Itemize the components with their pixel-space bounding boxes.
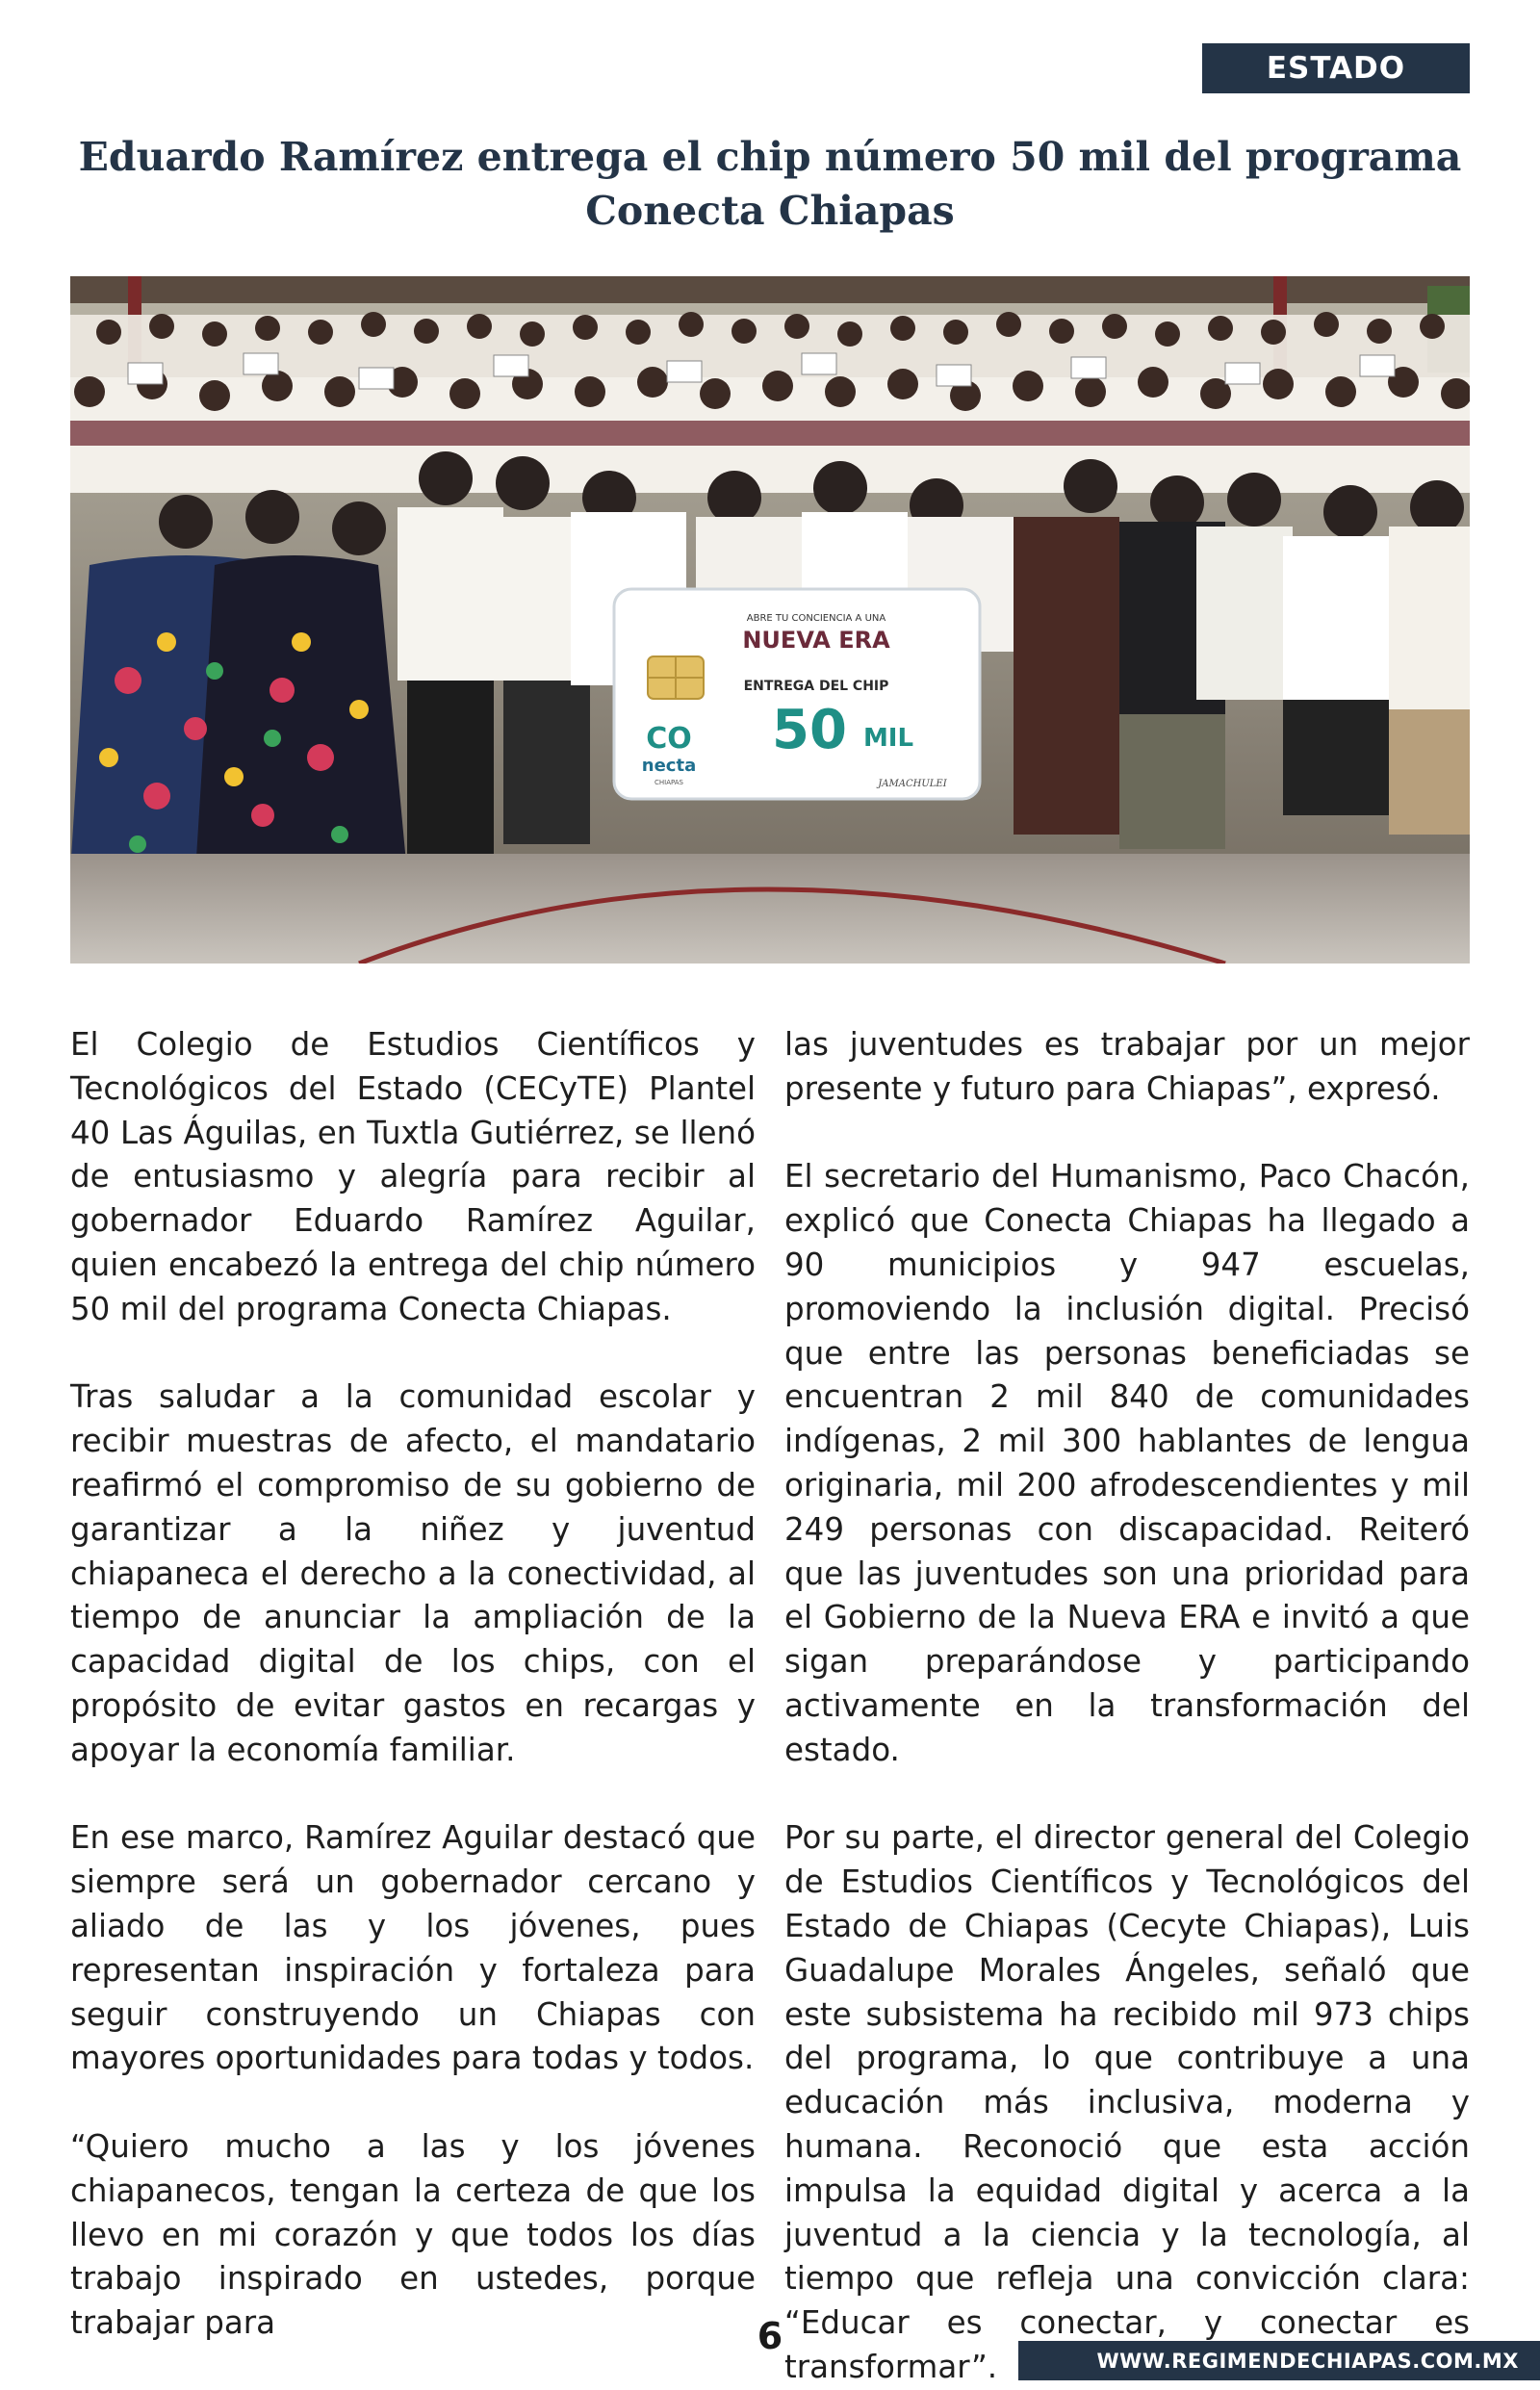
paragraph: Por su parte, el director general del Colegio de Estudios Científicos y Tecnológicos del Estado de Chiapas (Cecyte Chiapas), Luis Guadalupe Morales Ángeles, señaló que este subsistema ha recibido mil 973 chips del programa, lo que contribuye a una educación más inclusiva, moderna y humana. Reconoció que esta acción impulsa la equidad digital y acerca a la juventud a la ciencia y la tecnología, al tiempo que refleja una convicción clara: “Educar es conectar, y conectar es transformar”.	[784, 1819, 1470, 2385]
banner-number-text: 50	[772, 699, 847, 761]
banner-unit-text: MIL	[862, 724, 914, 753]
article-column-right	[784, 1023, 1470, 2390]
paragraph: El Colegio de Estudios Científicos y Tecnológicos del Estado (CECyTE) Plantel 40 Las Águilas, en Tuxtla Gutiérrez, se llenó de entusiasmo y alegría para recibir al gobernador Eduardo Ramírez Aguilar, quien encabezó la entrega del chip número 50 mil del programa Conecta Chiapas.	[70, 1026, 756, 1327]
paragraph: Tras saludar a la comunidad escolar y recibir muestras de afecto, el mandatario reafirmó el compromiso de su gobierno de garantizar a la niñez y juventud chiapaneca el derecho a la conectividad, al tiempo de anunciar la ampliación de la capacidad digital de los chips, con el propósito de evitar gastos en recargas y apoyar la economía familiar.	[70, 1378, 756, 1768]
paragraph: En ese marco, Ramírez Aguilar destacó que siempre será un gobernador cercano y aliado de las y los jóvenes, pues representan inspiración y fortaleza para seguir construyendo un Chiapas con mayores oportunidades para todas y todos.	[70, 1819, 756, 2077]
article-column-left	[70, 1023, 756, 2346]
banner-subtitle-text: ENTREGA DEL CHIP	[743, 679, 889, 694]
banner-title-text: NUEVA ERA	[742, 627, 890, 654]
banner-top-text: ABRE TU CONCIENCIA A UNA	[746, 613, 886, 624]
section-badge: ESTADO	[1202, 43, 1470, 93]
website-footer	[1018, 2341, 1540, 2380]
page-number: 6	[757, 2315, 783, 2357]
logo-necta-text: necta	[641, 756, 697, 776]
paragraph: las juventudes es trabajar por un mejor presente y futuro para Chiapas”, expresó.	[784, 1026, 1470, 1107]
signature-text: JAMACHULEI	[878, 779, 947, 789]
paragraph: El secretario del Humanismo, Paco Chacón, explicó que Conecta Chiapas ha llegado a 90 municipios y 947 escuelas, promoviendo la inclusión digital. Precisó que entre las personas beneficiadas se encuentran 2 mil 840 de comunidades indígenas, 2 mil 300 hablantes de lengua originaria, mil 200 afrodescendientes y mil 249 personas con discapacidad. Reiteró que las juventudes son una prioridad para el Gobierno de la Nueva ERA e invitó a que sigan preparándose y participando activamente en la transformación del estado.	[784, 1158, 1470, 1768]
article-photo	[70, 276, 1470, 964]
article-headline: Eduardo Ramírez entrega el chip número 50 mil del programa Conecta Chiapas	[78, 134, 1462, 234]
logo-sub-text: CHIAPAS	[654, 779, 684, 786]
paragraph: “Quiero mucho a las y los jóvenes chiapanecos, tengan la certeza de que los llevo en mi corazón y que todos los días trabajo inspirado en ustedes, porque trabajar para	[70, 2127, 756, 2342]
logo-co-text: CO	[646, 722, 692, 756]
website-link[interactable]: WWW.REGIMENDECHIAPAS.COM.MX	[1096, 2349, 1519, 2373]
crowd-photo-illustration	[70, 276, 1470, 964]
